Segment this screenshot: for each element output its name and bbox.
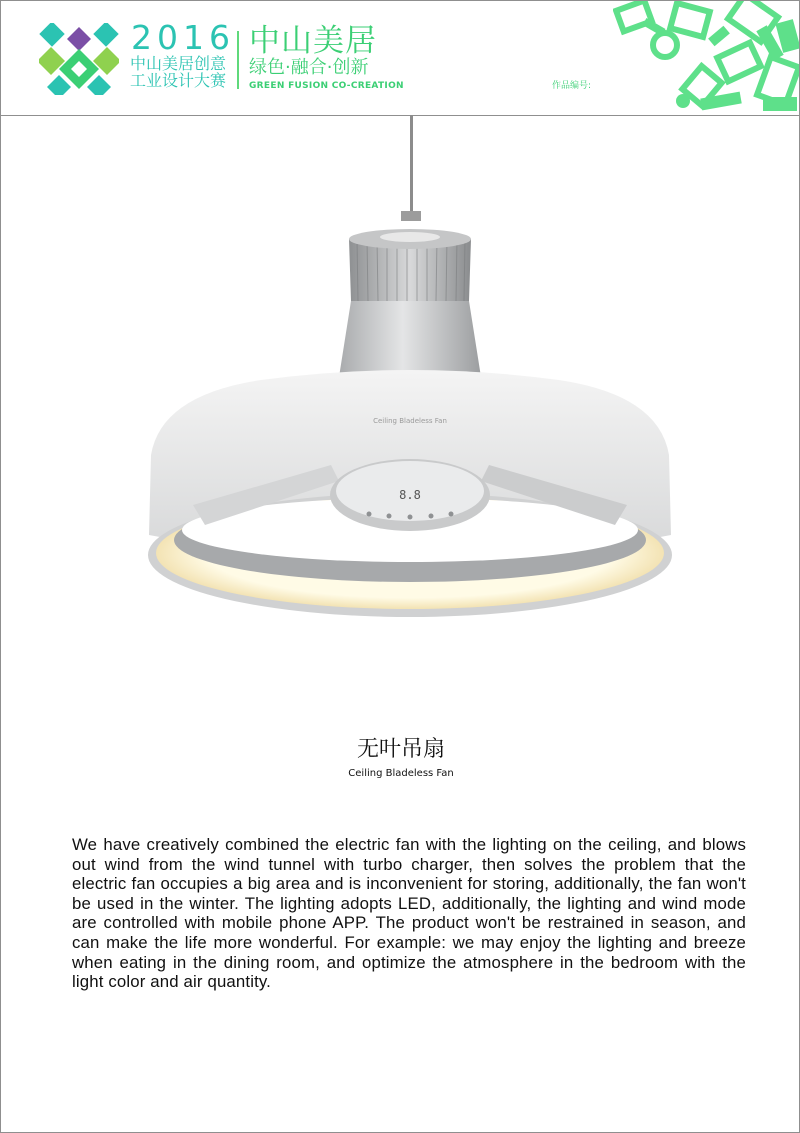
contest-name-line2: 工业设计大赛 <box>130 71 227 90</box>
slogan: 绿色·融合·创新 <box>249 57 369 78</box>
body-print-label: Ceiling Bladeless Fan <box>373 417 447 425</box>
header-divider <box>237 31 239 89</box>
product-image <box>131 115 681 695</box>
product-description: We have creatively combined the electric fan with the lighting on the ceiling, and blows out wind from the wind tunnel with turbo charger, then solves the problem that the electric fan occupies a big area and is inconvenient for storing, additionally, the fan won't be used in the winter. The lighting adopts LED, additionally, the lighting and wind mode are controlled with mobile phone APP. The product won't be restrained in season, and can make the life more wonderful. For example: we may enjoy the lighting and breeze when eating in the dining room, and optimize the atmosphere in the bedroom with the light color and air quantity. <box>72 835 746 992</box>
brand-name: 中山美居 <box>249 23 377 59</box>
display-readout: 8.8 <box>399 488 421 502</box>
entry-number-label: 作品编号: <box>552 81 592 91</box>
contest-logo <box>39 23 119 95</box>
fan-body <box>339 301 481 377</box>
suspension-cable <box>410 115 413 219</box>
product-title-english: Ceiling Bladeless Fan <box>348 768 454 779</box>
appliance-pattern-graphic <box>613 1 799 115</box>
slogan-english: GREEN FUSION CO-CREATION <box>249 81 404 91</box>
product-title-chinese: 无叶吊扇 <box>356 737 445 762</box>
contest-name-line1: 中山美居创意 <box>130 54 227 73</box>
header <box>1 1 799 116</box>
contest-year: 2016 <box>131 18 235 57</box>
